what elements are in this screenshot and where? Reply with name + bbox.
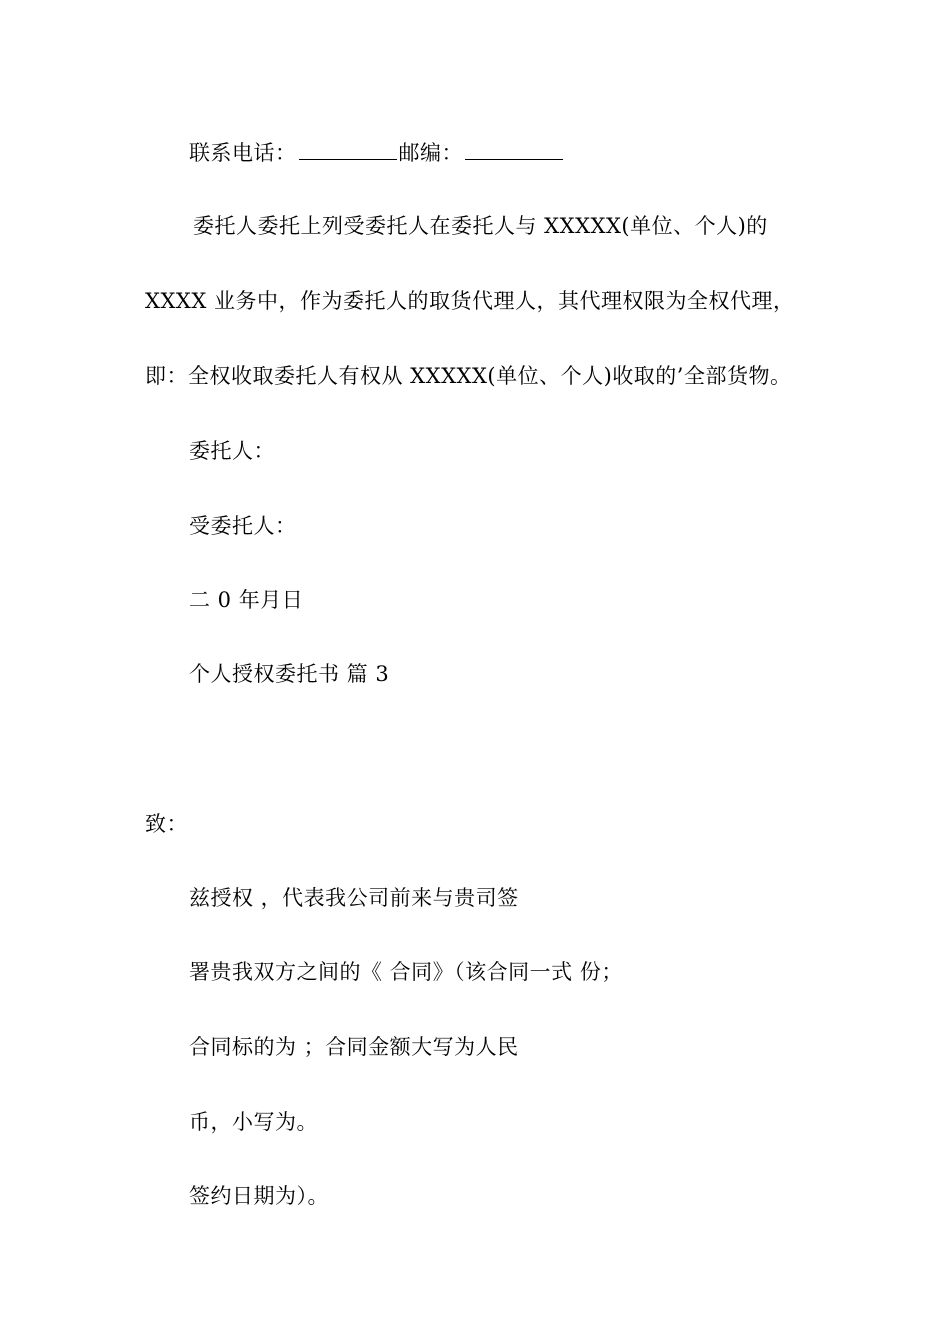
- salutation: 致：: [145, 812, 188, 836]
- body-line: 合同标的为 ；合同金额大写为人民: [189, 1035, 519, 1059]
- paragraph1-line1: 委托人委托上列受委托人在委托人与 XXXXX(单位、个人)的: [193, 214, 768, 238]
- phone-blank: [299, 141, 397, 160]
- phone-label: 联系电话：: [189, 141, 297, 165]
- paragraph1-line3: 即：全权收取委托人有权从 XXXXX(单位、个人)收取的’全部货物。: [145, 364, 792, 388]
- contact-line: [189, 139, 565, 167]
- body-line: 署贵我双方之间的《 合同》（该合同一式 份；: [189, 960, 623, 984]
- principal-label: 委托人：: [189, 439, 275, 463]
- postcode-label: 邮编：: [398, 141, 463, 165]
- agent-label: 受委托人：: [189, 514, 297, 538]
- body-line: 兹授权 ，代表我公司前来与贵司签: [189, 886, 519, 910]
- body-line: 币，小写为。: [189, 1110, 318, 1134]
- paragraph1-line2: XXXX 业务中，作为委托人的取货代理人，其代理权限为全权代理，: [145, 289, 795, 313]
- section-title: 个人授权委托书 篇 3: [189, 662, 390, 686]
- postcode-blank: [465, 141, 563, 160]
- body-line: 签约日期为）。: [189, 1184, 329, 1208]
- date-line: 二 0 年月日: [189, 588, 304, 612]
